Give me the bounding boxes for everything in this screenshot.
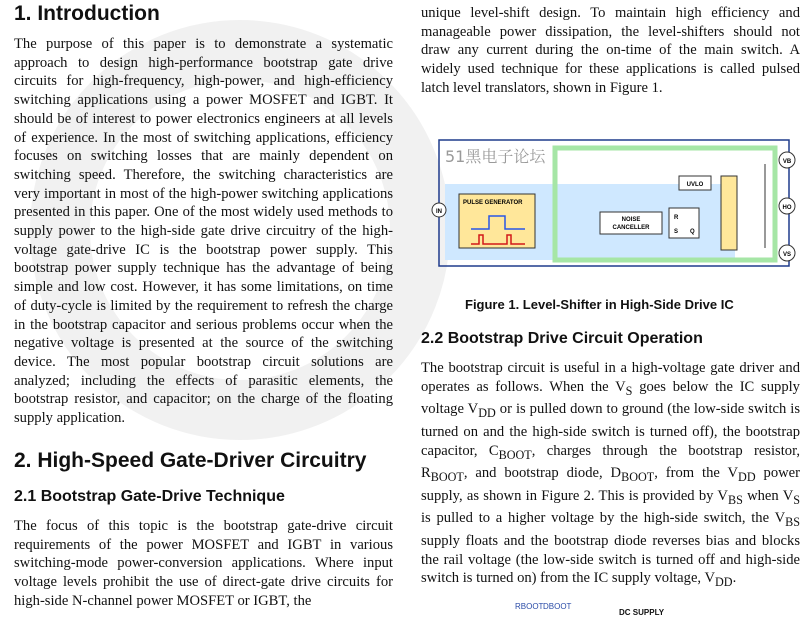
figure-1-level-shifter [425, 136, 800, 271]
subsection-2-2-heading: 2.2 Bootstrap Drive Circuit Operation [421, 330, 703, 347]
section-1-heading: 1. Introduction [14, 2, 160, 25]
noise-label: NOISE [621, 217, 641, 223]
sub-boot-2: BOOT [430, 470, 464, 485]
level-shifter-diagram [425, 136, 800, 271]
bootstrap-text-part-7: , from the V [654, 465, 739, 482]
bootstrap-text-part-9: when V [742, 487, 794, 504]
sub-s-2: S [793, 492, 800, 507]
pulse-generator-label: PULSE GENERATOR [463, 200, 523, 206]
subsection-2-1-paragraph: The focus of this topic is the bootstrap gate-drive circuit requirements of the power MOSFET and IGBT in various switching-mode power-conversion applications. Where input voltage levels prohibit the use of direct-gate drive circuits for high-side N-channel power MOSFET or IGBT, the [14, 518, 393, 609]
bootstrap-text-part-4: or is pulled down to ground (the low-side switch is turned on and the high-side switch is turned off), the bootstrap capacitor, C [421, 401, 800, 459]
bootstrap-text-part-10: is pulled to a higher voltage by the high-side switch, the V [421, 510, 786, 527]
bootstrap-paragraph [421, 359, 800, 592]
sub-bs-2: BS [785, 515, 800, 530]
sub-boot-3: BOOT [621, 470, 655, 485]
sub-boot-1: BOOT [498, 447, 532, 462]
sub-s-1: S [625, 383, 633, 398]
bootstrap-text-part-8: power supply, as shown in Figure 2. This is provided by V [421, 465, 800, 504]
sub-dd-3: DD [715, 575, 733, 590]
vs-top-pin-label: VB [782, 159, 792, 165]
intro-paragraph: The purpose of this paper is to demonstrate a systematic approach to design high-performance bootstrap gate drive circuits for high-frequency, high-power, and high-efficiency switching applications using a power MOSFET and IGBT. It should be of interest to power electronics engineers at all levels of experience. In the most of switching applications, efficiency focuses on switching losses that are mainly dependent on switching speed. Therefore, the switching characteristics are very important in most of the high-power switching applications presented in this paper. One of the most widely used methods to supply power to the high-side gate drive circuitry of the high-voltage gate-drive IC is the bootstrap power supply. This bootstrap power supply technique has the advantage of being simple and low cost. However, it has some limitations, on time of duty-cycle is limited by the requirement to refresh the charge in the bootstrap capacitor and serious problems occur when the negative voltage is presented at the source of the switching device. The most popular bootstrap circuit solutions are analyzed; including the effects of parasitic elements, the bootstrap resistor, and capacitor; on the charge of the floating supply application. [14, 36, 393, 427]
latch-r-label: R [674, 215, 679, 221]
canceller-label: CANCELLER [612, 225, 650, 231]
section-2-heading: 2. High-Speed Gate-Driver Circuitry [14, 449, 367, 472]
bootstrap-text-part-5: , charges through the bootstrap resistor, R [421, 442, 800, 482]
sub-dd-1: DD [478, 406, 496, 421]
vs-bottom-pin-label: VS [782, 252, 792, 258]
latch-s-label: S [674, 229, 679, 235]
bootstrap-text-part-2: When the V [542, 378, 626, 395]
dboot-label: DBOOT [543, 602, 572, 611]
level-shift-paragraph: unique level-shift design. To maintain high efficiency and manageable power dissipation, the level-shifters should not draw any current during the on-time of the main switch. A widely used technique for these applications is called pulsed latch level translators, shown in Figure 1. [421, 5, 800, 96]
dc-supply-label: DC SUPPLY [619, 608, 665, 617]
bootstrap-text-part-6: , and bootstrap diode, D [463, 465, 622, 482]
bootstrap-text-part-12: . [732, 570, 737, 587]
figure-2-partial [511, 594, 771, 616]
watermark-text: 51黑电子论坛 [445, 147, 546, 166]
sub-bs-1: BS [727, 492, 743, 507]
rboot-label: RBOOT [515, 602, 544, 611]
bootstrap-text-part-3: goes below the IC supply voltage V [421, 378, 800, 418]
bootstrap-text-part-1: The bootstrap circuit is useful in a high-voltage gate driver and operates as follows. [421, 360, 800, 395]
bootstrap-text-part-11: supply floats and the bootstrap diode reverses bias and blocks the rail voltage (the low-side switch is turned off and high-side switch is turned on) from the IC supply voltage, V [421, 533, 800, 587]
uvlo-label: UVLO [686, 182, 704, 188]
sub-dd-2: DD [738, 470, 756, 485]
subsection-2-1-heading: 2.1 Bootstrap Gate-Drive Technique [14, 488, 285, 505]
in-pin-label: IN [436, 209, 442, 215]
ho-pin-label: HO [782, 205, 792, 211]
driver-block [721, 176, 737, 250]
figure-1-caption: Figure 1. Level-Shifter in High-Side Drive IC [465, 297, 734, 312]
latch-q-label: Q [690, 229, 695, 235]
